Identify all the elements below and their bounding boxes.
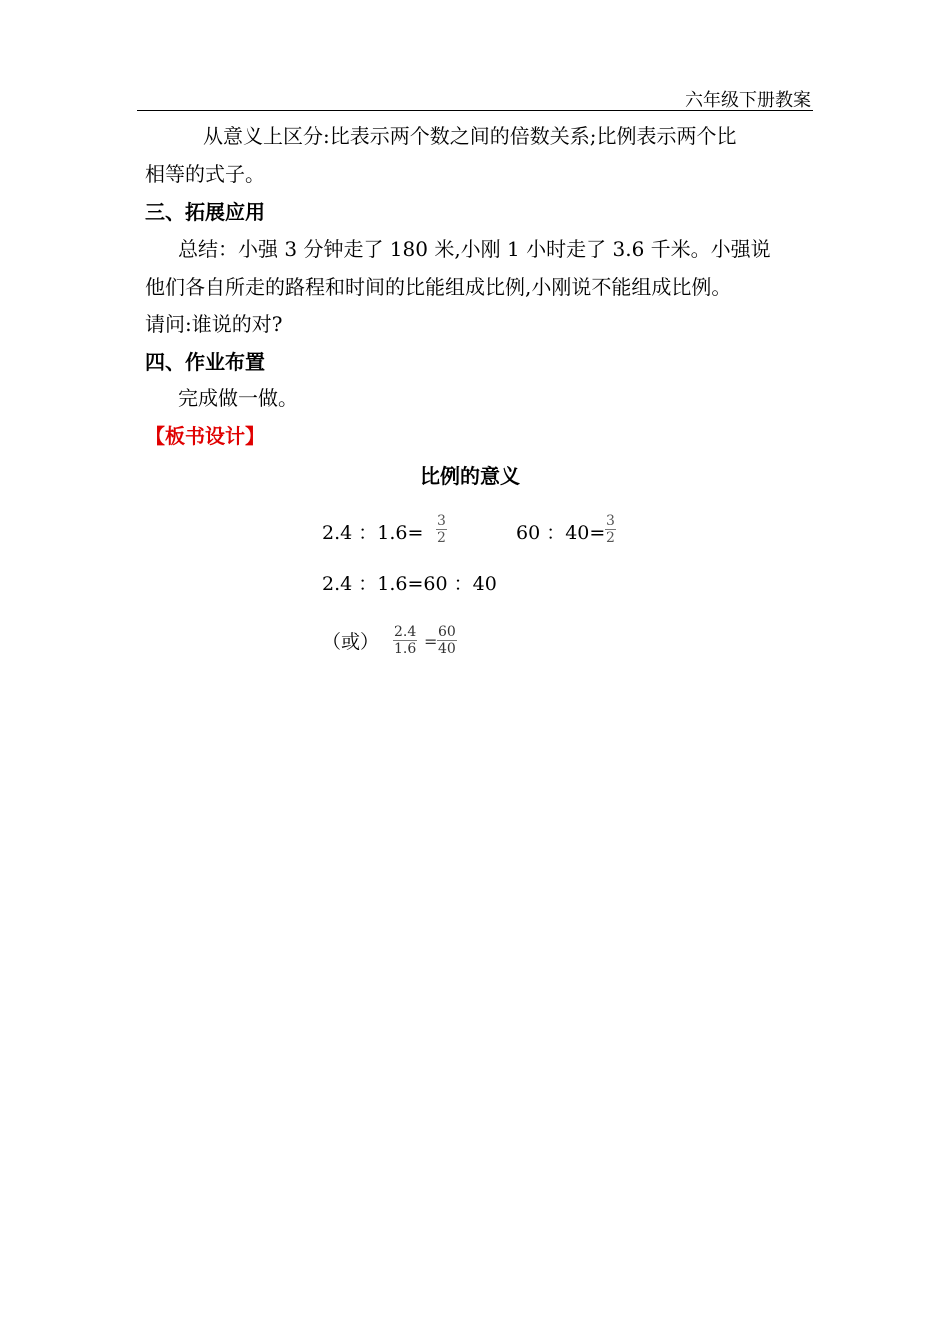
fraction — [437, 624, 457, 657]
fraction-denominator: 2 — [606, 530, 615, 546]
equals-sign: = — [424, 632, 438, 651]
paragraph-line: 总结：小强 3 分钟走了 180 米,小刚 1 小时走了 3.6 千米。小强说 — [178, 237, 771, 261]
equation-left: 2.4 ：1.6= — [322, 522, 424, 544]
fraction-numerator: 60 — [438, 624, 456, 640]
fraction-denominator: 2 — [437, 530, 446, 546]
fraction-denominator: 1.6 — [394, 641, 417, 657]
board-design-heading: 【板书设计】 — [145, 424, 265, 448]
fraction — [436, 513, 447, 546]
fraction — [605, 513, 616, 546]
fraction — [393, 624, 417, 657]
paragraph-line: 他们各自所走的路程和时间的比能组成比例,小刚说不能组成比例。 — [145, 275, 732, 299]
paragraph-line: 完成做一做。 — [178, 386, 298, 410]
paragraph-line: 请问:谁说的对? — [145, 312, 283, 336]
equation-right: 60 ：40= — [516, 522, 606, 544]
fraction-numerator: 3 — [606, 513, 615, 529]
header-title: 六年级下册教案 — [685, 90, 811, 111]
section-heading: 四、作业布置 — [145, 350, 265, 374]
board-title: 比例的意义 — [420, 464, 520, 488]
paragraph-line: 从意义上区分:比表示两个数之间的倍数关系;比例表示两个比 — [203, 124, 737, 148]
fraction-denominator: 40 — [438, 641, 456, 657]
proportion-equation: 2.4 ：1.6=60 ：40 — [322, 573, 497, 595]
section-heading: 三、拓展应用 — [145, 200, 265, 224]
page-header — [137, 84, 813, 111]
fraction-numerator: 3 — [437, 513, 446, 529]
paragraph-line: 相等的式子。 — [145, 162, 265, 186]
fraction-numerator: 2.4 — [394, 624, 417, 640]
or-label: （或） — [322, 631, 380, 653]
